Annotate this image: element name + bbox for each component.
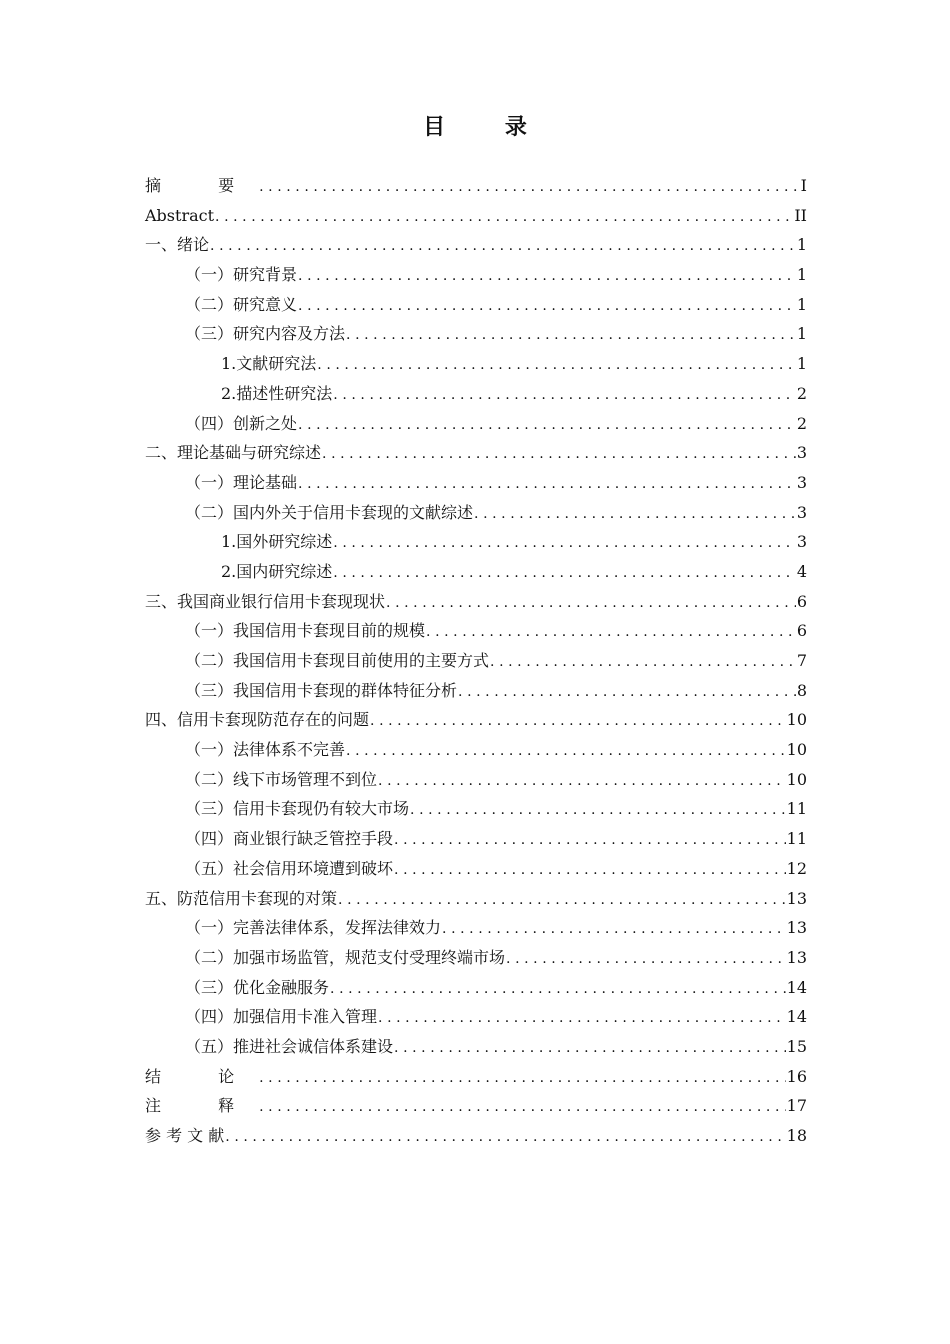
toc-entry-title: （一）理论基础: [185, 472, 298, 492]
toc-dot-leader: [298, 411, 796, 441]
toc-page-number: 13: [786, 918, 807, 938]
toc-entry-title: 二、理论基础与研究综述: [145, 443, 322, 463]
toc-page-number: 12: [786, 858, 807, 878]
toc-entry-title: 三、我国商业银行信用卡套现现状: [145, 591, 386, 611]
toc-entry: [145, 468, 807, 498]
toc-dot-leader: [386, 589, 796, 619]
table-of-contents: [145, 171, 807, 1151]
toc-dot-leader: [317, 351, 796, 381]
toc-entry-title: 2.描述性研究法: [221, 383, 333, 403]
toc-page-number: 1: [796, 354, 807, 374]
toc-page-number: I: [800, 176, 807, 195]
toc-entry-title: （三）信用卡套现仍有较大市场: [185, 799, 410, 819]
toc-entry-title: 摘 要: [145, 176, 261, 195]
toc-page-number: 13: [786, 947, 807, 967]
toc-entry-title: （二）加强市场监管，规范支付受理终端市场: [185, 947, 506, 967]
toc-entry: [145, 913, 807, 943]
toc-entry: [145, 201, 807, 231]
toc-entry: [145, 1091, 807, 1121]
toc-entry: [145, 1002, 807, 1032]
toc-entry: [145, 379, 807, 409]
toc-dot-leader: [346, 737, 786, 767]
toc-dot-leader: [330, 975, 786, 1005]
toc-entry: [145, 1062, 807, 1092]
toc-page-number: 17: [786, 1096, 807, 1116]
toc-dot-leader: [378, 767, 786, 797]
toc-page-number: 3: [796, 532, 807, 552]
toc-page-number: 11: [786, 829, 807, 849]
toc-entry-title: 2.国内研究综述: [221, 561, 333, 581]
toc-entry: [145, 765, 807, 795]
toc-page-number: 1: [796, 235, 807, 255]
toc-page-number: 10: [786, 769, 807, 789]
toc-entry-title: 五、防范信用卡套现的对策: [145, 888, 338, 908]
toc-page-number: 2: [796, 413, 807, 433]
toc-entry-title: （四）创新之处: [185, 413, 298, 433]
toc-entry-title: （一）完善法律体系，发挥法律效力: [185, 918, 442, 938]
toc-dot-leader: [394, 856, 786, 886]
toc-entry-title: （三）研究内容及方法: [185, 324, 346, 344]
toc-entry-title: 1.文献研究法: [221, 354, 317, 374]
toc-page-number: 2: [796, 383, 807, 403]
toc-entry-title: （三）优化金融服务: [185, 977, 330, 997]
toc-entry: [145, 498, 807, 528]
toc-page-number: 3: [796, 443, 807, 463]
toc-entry: [145, 646, 807, 676]
toc-dot-leader: [298, 292, 796, 322]
toc-entry: [145, 230, 807, 260]
toc-entry: [145, 260, 807, 290]
toc-dot-leader: [474, 500, 796, 530]
toc-page-number: II: [794, 205, 807, 225]
toc-dot-leader: [410, 796, 786, 826]
toc-entry-title: 1.国外研究综述: [221, 532, 333, 552]
toc-dot-leader: [338, 886, 786, 916]
toc-page-number: 3: [796, 502, 807, 522]
toc-entry: [145, 824, 807, 854]
toc-entry: [145, 854, 807, 884]
toc-entry: [145, 616, 807, 646]
toc-dot-leader: [333, 559, 796, 589]
toc-entry-title: （五）社会信用环境遭到破坏: [185, 858, 394, 878]
toc-dot-leader: [210, 232, 796, 262]
toc-entry-title: 结 论: [145, 1066, 261, 1086]
toc-entry-title: （四）加强信用卡准入管理: [185, 1007, 378, 1027]
toc-page-number: 6: [796, 621, 807, 641]
toc-dot-leader: [394, 1034, 786, 1064]
toc-page-number: 18: [786, 1126, 807, 1145]
toc-page-number: 1: [796, 324, 807, 344]
toc-entry-title: （一）研究背景: [185, 265, 298, 285]
toc-dot-leader: [259, 1064, 786, 1094]
toc-dot-leader: [458, 678, 796, 708]
toc-dot-leader: [259, 1093, 786, 1123]
toc-dot-leader: [259, 173, 800, 203]
toc-page-number: 4: [796, 561, 807, 581]
toc-entry-title: （二）国内外关于信用卡套现的文献综述: [185, 502, 474, 522]
toc-entry: [145, 438, 807, 468]
toc-dot-leader: [378, 1004, 786, 1034]
toc-entry: [145, 884, 807, 914]
toc-dot-leader: [426, 618, 796, 648]
toc-dot-leader: [370, 707, 786, 737]
toc-entry: [145, 409, 807, 439]
toc-entry-title: （五）推进社会诚信体系建设: [185, 1036, 394, 1056]
toc-dot-leader: [333, 381, 796, 411]
toc-entry: [145, 1121, 807, 1151]
toc-entry: [145, 587, 807, 617]
toc-page-number: 14: [786, 977, 807, 997]
toc-entry: [145, 943, 807, 973]
page-title: 目 录: [423, 115, 553, 140]
toc-entry-title: （一）我国信用卡套现目前的规模: [185, 621, 426, 641]
toc-page-number: 16: [786, 1066, 807, 1086]
toc-entry: [145, 290, 807, 320]
toc-entry-title: （三）我国信用卡套现的群体特征分析: [185, 680, 458, 700]
toc-dot-leader: [490, 648, 796, 678]
toc-entry-title: 参 考 文 献: [145, 1126, 225, 1145]
toc-dot-leader: [322, 440, 796, 470]
toc-entry: [145, 171, 807, 201]
toc-dot-leader: [442, 915, 786, 945]
toc-entry: [145, 557, 807, 587]
toc-dot-leader: [346, 321, 796, 351]
toc-entry-title: 注 释: [145, 1096, 261, 1116]
toc-page-number: 8: [796, 680, 807, 700]
toc-entry: [145, 794, 807, 824]
toc-dot-leader: [215, 203, 793, 233]
toc-dot-leader: [298, 470, 796, 500]
toc-page-number: 14: [786, 1007, 807, 1027]
toc-page-number: 1: [796, 265, 807, 285]
toc-page-number: 3: [796, 472, 807, 492]
toc-entry-title: 四、信用卡套现防范存在的问题: [145, 710, 370, 730]
toc-dot-leader: [298, 262, 796, 292]
toc-entry: [145, 973, 807, 1003]
toc-page-number: 13: [786, 888, 807, 908]
toc-dot-leader: [506, 945, 786, 975]
toc-page-number: 11: [786, 799, 807, 819]
toc-dot-leader: [225, 1123, 785, 1153]
toc-entry-title: （四）商业银行缺乏管控手段: [185, 829, 394, 849]
toc-entry-title: （二）研究意义: [185, 294, 298, 314]
toc-entry: [145, 735, 807, 765]
toc-page-number: 6: [796, 591, 807, 611]
toc-entry-title: 一、绪论: [145, 235, 210, 255]
toc-entry-title: （二）我国信用卡套现目前使用的主要方式: [185, 651, 490, 670]
toc-entry: [145, 527, 807, 557]
toc-entry-title: （一）法律体系不完善: [185, 740, 346, 760]
toc-entry-title: Abstract: [145, 205, 215, 225]
toc-page-number: 7: [796, 651, 807, 670]
toc-page-number: 10: [786, 740, 807, 760]
toc-entry: [145, 1032, 807, 1062]
toc-entry: [145, 676, 807, 706]
toc-entry: [145, 705, 807, 735]
toc-entry-title: （二）线下市场管理不到位: [185, 769, 378, 789]
toc-entry: [145, 319, 807, 349]
toc-dot-leader: [394, 826, 786, 856]
toc-page-number: 1: [796, 294, 807, 314]
toc-dot-leader: [333, 529, 796, 559]
toc-page-number: 10: [786, 710, 807, 730]
toc-page-number: 15: [786, 1036, 807, 1056]
toc-entry: [145, 349, 807, 379]
